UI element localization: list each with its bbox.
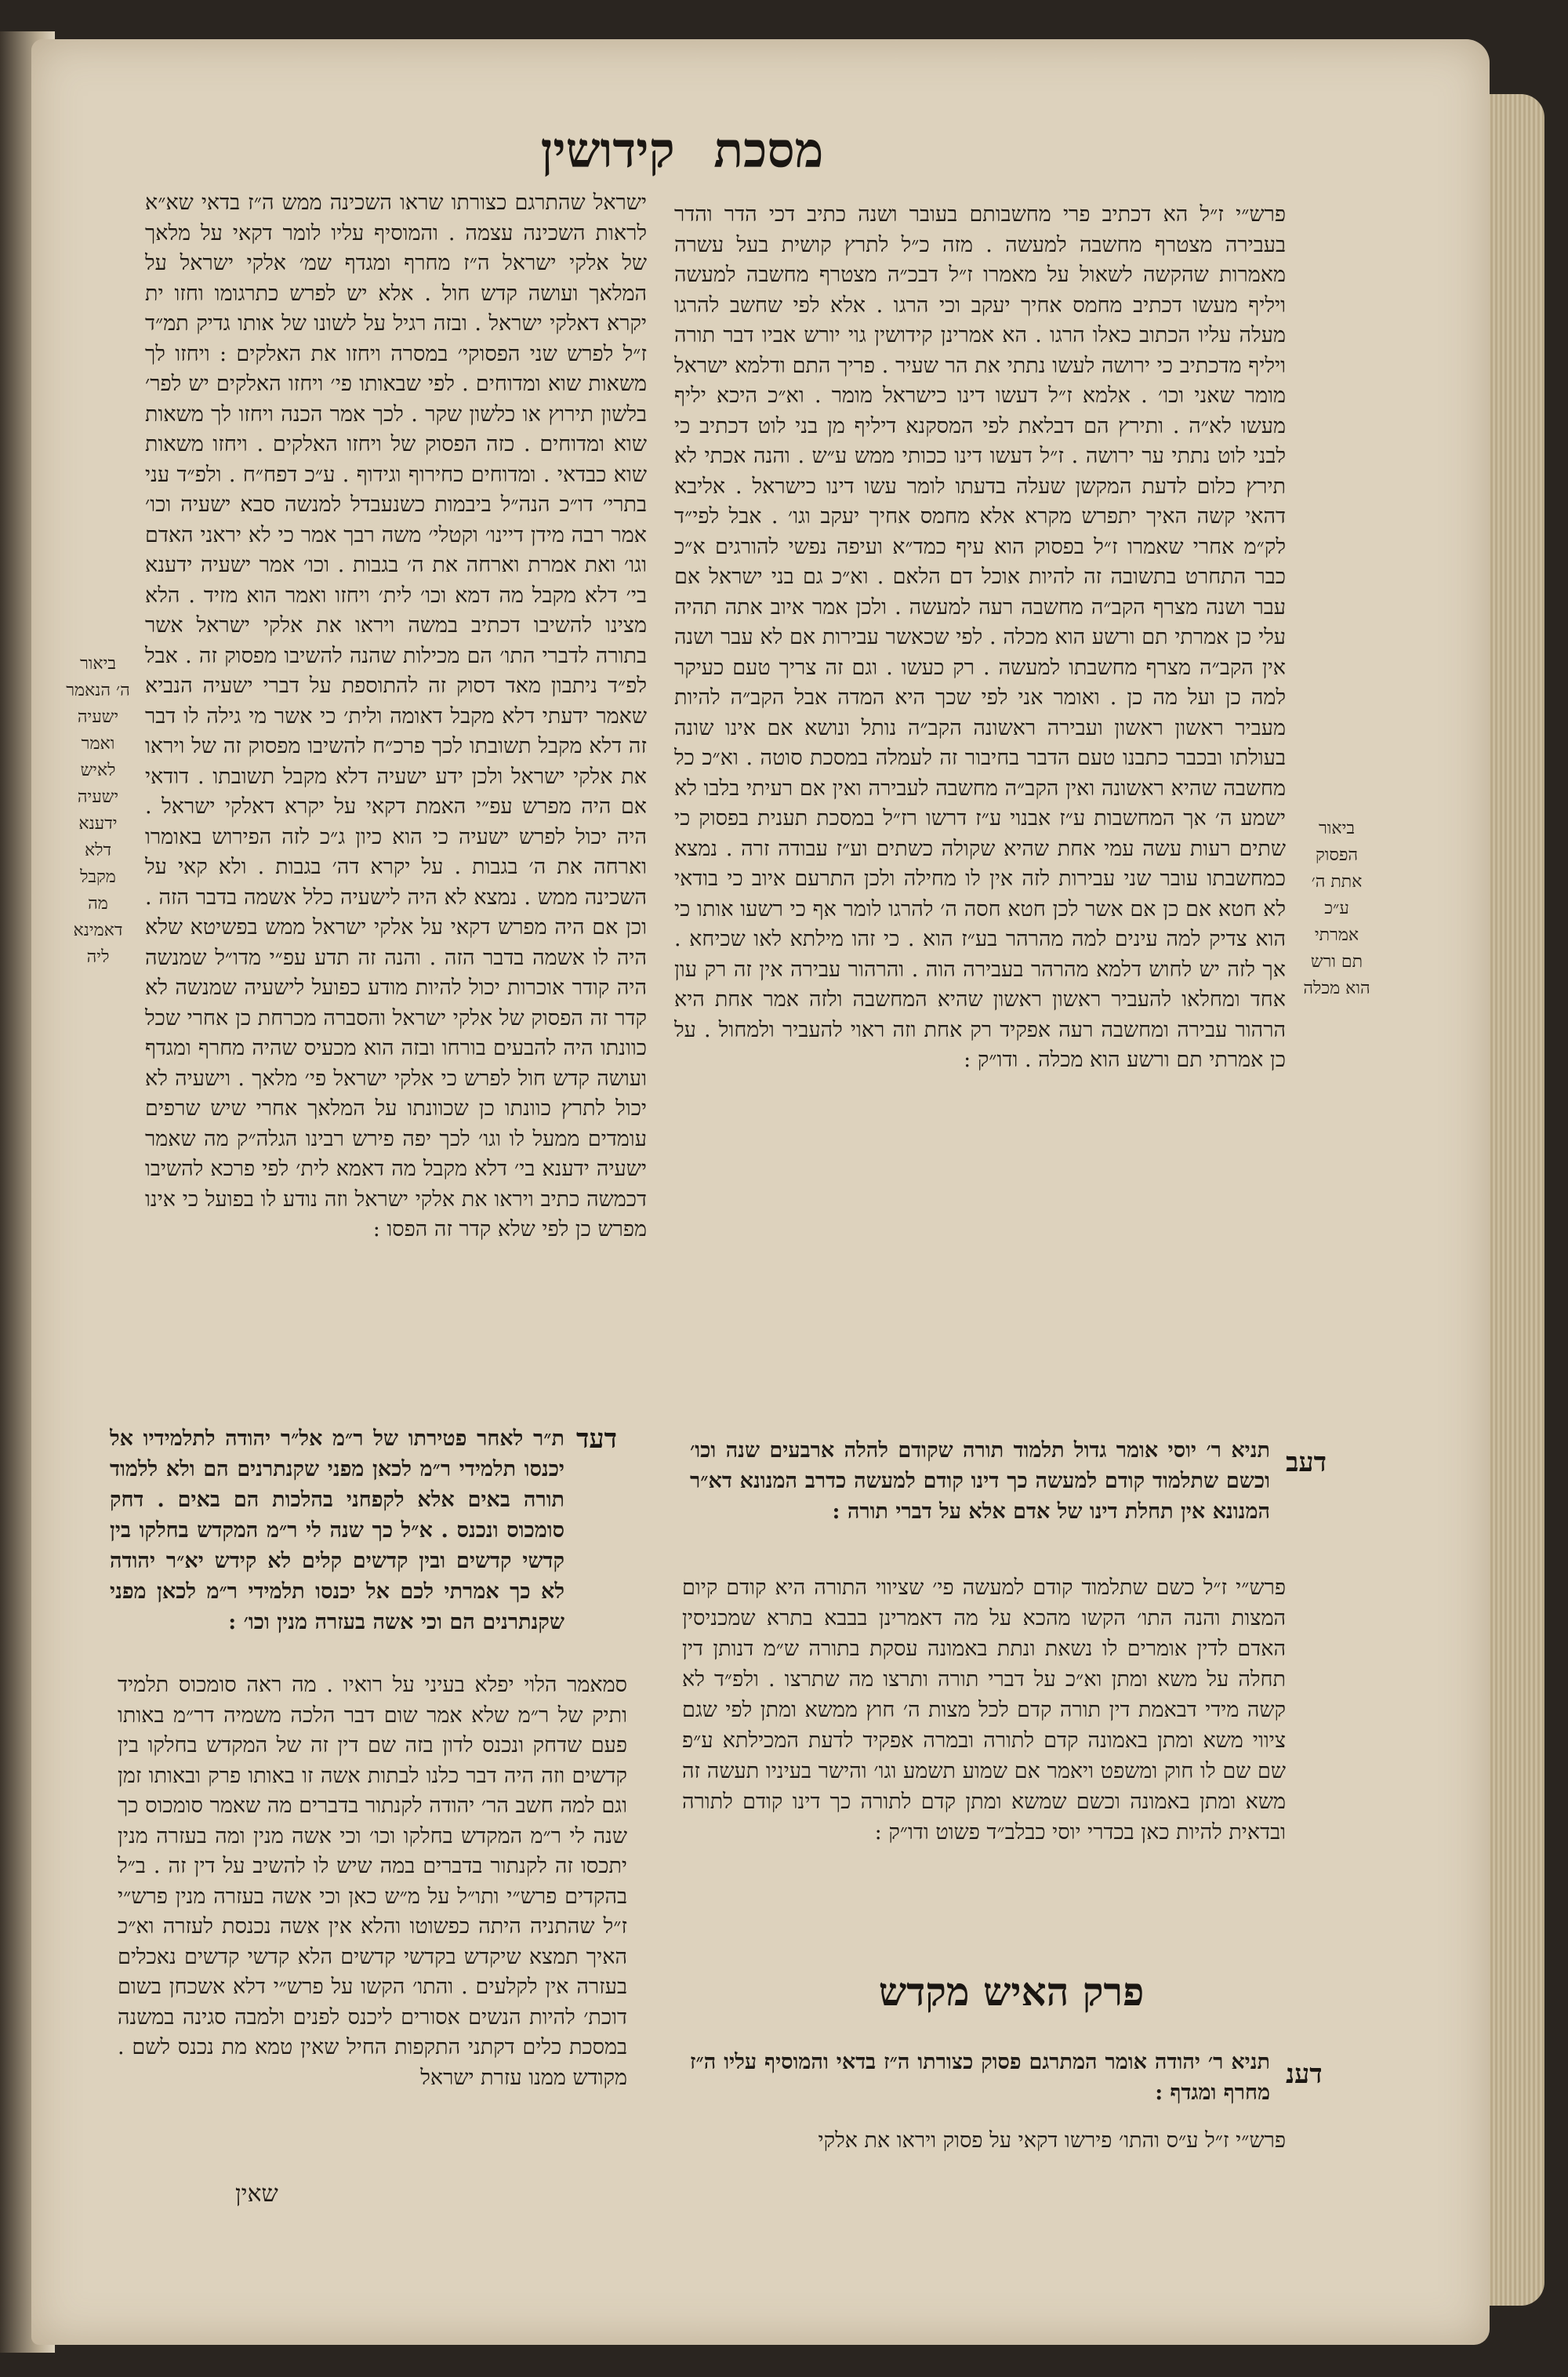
section-marker: דעד xyxy=(576,1423,617,1455)
header-name: קידושין xyxy=(540,122,675,179)
left-lower-column xyxy=(118,1670,627,2176)
side-note-line: דאמינא xyxy=(73,921,123,940)
chapter-title: פרק האיש מקדש xyxy=(878,1968,1145,2015)
right-column xyxy=(674,200,1286,1427)
right-column-text: פרש״י ז״ל הא דכתיב פרי מחשבותם בעובר ושנה כתיב דכי הדר והדר בעבירה מצטרף מחשבה למעשה . מזה כ״ל לתרץ קושית בעל עשרה מאמרות שהקשה לשאול על מאמרו ז״ל דבכ״ה מצטרף מחשבה למעשה ויליף מעשו דכתיב מחמס אחיך יעקב וכי הרגו . אלא לפי שחשב להרגו מעלה עליו הכתוב כאלו הרגו . הא אמרינן קידושין גוי יורש אביו דבר תורה ויליף מדכתיב כי ירושה לעשו נתתי את הר שעיר . פריך התם ודלמא ישראל מומר שאני וכו׳ . אלמא ז״ל דעשו דינו כישראל מומר . וא״כ היכא יליף מעשו לא״ה . ותירץ הם דבלאת לפי המסקנא דיליף מן בני לוט דכתיב כי לבני לוט נתתי ער ירושה . ז״ל דעשו דינו ככותי ממש ע״ש . והנה אכתי לא תירץ כלום לדעת המקשן שעלה בדעתו לומר עשו דינו כישראל . אליבא דהאי קשה האיך יתפרש מקרא אלא מחמס אחיך יעקב וגו׳ . אבל לפי״ד לק״מ אחרי שאמרו ז״ל בפסוק הוא עיף כמד״א ועיפה נפשי להורגים א״כ כבר התחרט בתשובה זה להיות אוכל דם הלאם . וא״כ גם בני ישראל אם עבר ושנה מצרף הקב״ה מחשבה רעה למעשה . ולכן אמר איוב אתה תהיה עלי כן אמרתי תם ורשע הוא מכלה . לפי שכאשר עבירות אם לא עבר ושנה אין הקב״ה מצרף מחשבתו למעשה . רק כעשו . וגם זה צריך טעם כעיקר למה כן ועל מה כן . ואומר אני לפי שכך היא המדה אבל הקב״ה להיות מעביר ראשון ראשון ועבירה ראשונה הקב״ה נותל ונושא אם אינו שונה בעולתו ובכבר כתבנו טעם הדבר בחיבור זה לעמלה במסכת סוטה . וא״כ כל מחשבה שהיא ראשונה ואין הקב״ה מחשבה לעבירה ואין אם רעיתי בלבו לא ישמע ה׳ אך המחשבות ע״ז אבנוי ע״ז דרשו רז״ל במסכת תענית בפסוק כי שתים רעות עשה עמי אחת שהיא שקולה כשתים וע״ז עבודה זרה . נמצא כמחשבתו עובר שני עבירות לזה אין לו מחילה ולכן התרעם איוב כי בודאי לא חטא אם כן אם אשר לכן חטא חסה ה׳ להרגו לומר אף כי רשעו אותו כי הוא צדיק למה עינים למה מהרהר בע״ז הוא . כי זהו מילתא לאו שכיחא . אך לזה יש לחוש דלמא מהרהר בעבירה הוה . והרהור עבירה אין זה רק עון אחד ומחלאו להעביר ראשון ראשון שהיא המחשבה ולזה אמר אחת היא הרהור עבירה ומחשבה רעה אפקיד רק אחת וזה ראוי להעביר ולמחול . על כן אמרתי תם ורשע הוא מכלה . ודו״ק : xyxy=(674,202,1286,1072)
side-note-line: ישעיה xyxy=(77,707,119,727)
commentary-text: פרש״י ז״ל ע״ס והתו׳ פירשו דקאי על פסוק ויראו את אלקי xyxy=(818,2128,1286,2153)
commentary-text: סמאמר הלוי יפלא בעיני על רואיו . מה ראה סומכוס תלמיד ותיק של ר״מ שלא אמר שום דבר הלכה משמיה דר״מ באותו פעם שדחק ונכנס לדון בזה שם דין זה של המקדש בחלקו בין קדשים וזה היה דבר כלנו לבתות אשה זו באותו פרק ובאותו זמן וגם למה חשב הר׳ יהודה לקנתור בדברים מה שאמר סומכוס כך שנה לי ר״מ המקדש בחלקו וכו׳ וכי אשה מנין ומה בעזרה מנין יתכסו זה לקנתור בדברים במה שיש לו להשיב על דין זה . ב״ל בהקדים פרש״י ותו״ל על מ״ש כאן וכי אשה בעזרה מנין פרש״י ז״ל שהתניה היתה כפשוטו והלא אין אשה נכנסת לעזרה וא״כ האיך תמצא שיקדש בקדשי קדשים הלא קדשי קדשים נאכלים בעזרה אין לקלעים . והתו׳ הקשו על פרש״י דלא אשכחן בשום דוכת׳ להיות הנשים אסורים ליכנס לפנים ולמבה סגינה במשנה במסכת כלים דקתני התקפות החיל שאין טמא מת נכנס לשם . מקודש ממנו עזרת ישראל xyxy=(118,1673,627,2090)
side-note-right xyxy=(1290,816,1384,1002)
side-note-line: ליה xyxy=(86,947,110,967)
side-note-line: תם ורש xyxy=(1310,952,1363,972)
side-note-line: ידענא xyxy=(78,814,118,834)
section-marker: דענ xyxy=(1286,2059,1323,2090)
side-note-line: לאיש xyxy=(80,761,116,780)
side-note-line: ואמר xyxy=(81,734,115,754)
catchword: שאין xyxy=(235,2180,278,2208)
side-note-line: ביאור xyxy=(1318,819,1355,838)
side-note-line: מה xyxy=(88,894,108,914)
side-note-line: הוא מכלה xyxy=(1303,979,1370,998)
side-note-line: הפסוק xyxy=(1315,845,1359,865)
baraita-text: תניא ר׳ יהודה אומר המתרגם פסוק כצורתו ה״ז בדאי והמוסיף עליו ה״ז מחרף ומגדף : xyxy=(690,2050,1270,2105)
side-note-line: ישעיה xyxy=(77,787,119,807)
side-note-line: אתת ה׳ xyxy=(1311,872,1363,892)
baraita-text: ת״ר לאחר פטירתו של ר״מ אל״ר יהודה לתלמידיו אל יכנסו תלמידי ר״מ לכאן מפני שקנתרנים הם ולא ללמוד תורה באים אלא לקפחני בהלכות הם באים . דחק סומכוס ונכנס . א״ל כך שנה לי ר״מ המקדש בחלקו בין קדשי קדשים ובין קדשים קלים לא קידש יא״ר יהודה לא כך אמרתי לכם אל יכנסו תלמידי ר״מ לכאן מפני שקנתרנים הם וכי אשה בעזרה מנין וכו׳ : xyxy=(110,1427,564,1634)
side-note-line: ע״כ xyxy=(1324,899,1349,918)
left-column xyxy=(145,188,647,1435)
page-header xyxy=(502,122,862,184)
left-column-text: ישראל שהתרגם כצורתו שראו השכינה ממש ה״ז בדאי שא״א לראות השכינה עצמה . והמוסיף עליו לומר דקאי על מלאך של אלקי ישראל ה״ז מחרף ומגדף שמ׳ אלקי ישראל על המלאך ועושה קדש חול . אלא יש לפרש כתרגומו וחזו ית יקרא דאלקי ישראל . ובזה רגיל על לשונו של אותו גדיק תמ״ד ז״ל לפרש שני הפסוקי׳ במסרה ויחזו את האלקים : ויחזו לך משאות שוא ומדוחים . לפי שבאותו פי׳ ויחזו האלקים יש לפר׳ בלשון תירוץ או כלשון שקר . לכך אמר הכנה ויחזו לך משאות שוא ומדוחים . כזה הפסוק של ויחזו האלקים . ויחזו משאות שוא כבדאי . ומדוחים כחירוף וגידוף . ע״כ דפח״ח . ולפ״ד עני בתרי׳ דו״כ הנה״ל ביבמות כשנעבדל למנשה סבא ישעיה וכו׳ אמר רבה מידן דיינו׳ וקטלי׳ משה רבך אמר כי לא יראני האדם וגו׳ ואת אמרת וארחה את ה׳ בגבות . וכו׳ אמר ישעיה ידענא בי׳ דלא מקבל מה דמא וכו׳ לית׳ ויחזו ואמר הוא מזיד . הלא מצינו להשיבו דכתיב במשה ויראו את אלקי ישראל אשר בתורה לדברי התו׳ הם מכילות שהנה להשיבו מפסוק זה . אבל לפ״ד ניתבון מאד דסוק זה להתוספת על דברי ישעיה הנביא שאמר ידעתי דלא מקבל דאומה ולית׳ כי אשר מי גילה לו דבר זה דלא מקבל תשובתו לכך פרכ״ח להשיבו מפסוק זה של ויראו את אלקי ישראל ולכן ידע ישעיה דלא מקבל תשובתו . דודאי אם היה מפרש עפ״י האמת דקאי על יקרא דאלקי ישראל . היה יכול לפרש ישעיה כי הוא כיון ג״כ לזה הפירוש באומרו וארחה את ה׳ בגבות . על יקרא דה׳ בגבות . ולא קאי על השכינה ממש . נמצא לא היה לישעיה כלל אשמה בדבר הזה . וכן אם היה מפרש דקאי על אלקי ישראל ממש בפשיטא שלא היה לו אשמה בדבר הזה . והנה זה תדע עפ״י מדו״ל שמנשה היה קודר אוכרות יכול להיות מודע כפועל לישעיה שמנשה לא קדר זה הפסוק של אלקי ישראל והסברה מכרחת כן אחרי שכל כוונתו היה להבעים בורחו ובזה הוא מכעיס שהיה מחרף ומגדף ועושה קדש חול לפרש כי אלקי ישראל פי׳ מלאך . וישעיה לא יכול לתרץ כוונתו כן שכוונתו על המלאך אחרי שיש שרפים עומדים ממעל לו וגו׳ לכך יפה פירש רבינו הגלה״ק מה שאמר ישעיה ידענא בי׳ דלא מקבל מה דאמא לית׳ לפי פרכא להשיבו דכמשה כתיב ויראו את אלקי ישראל וזה נודע לו בפועל כי אינו מפרש כן לפי שלא קדר זה הפסו : xyxy=(145,191,647,1241)
side-note-line: דלא xyxy=(84,841,112,860)
side-note-line: מקבל xyxy=(80,867,116,887)
baraita-text: תניא ר׳ יוסי אומר גדול תלמוד תורה שקודם להלה ארבעים שנה וכו׳ וכשם שתלמוד קודם למעשה כך דינו קודם למעשה כדרב המנונא דא״ר המנונא אין תחלת דינו של אדם אלא על דברי תורה : xyxy=(690,1438,1270,1524)
side-note-line: ה׳ הנאמר xyxy=(66,681,130,700)
header-tractate: מסכת xyxy=(713,122,824,179)
side-note-line: ביאור xyxy=(79,654,116,674)
side-note-line: אמרתי xyxy=(1314,925,1359,945)
commentary-text: פרש״י ז״ל כשם שתלמוד קודם למעשה פי׳ שציווי התורה היא קודם קיום המצות והנה התו׳ הקשו מהכא על מה דאמרינן בבבא בתרא שמכניסין האדם לדין אומרים לו נשאת ונתת באמונה עסקת בתורה ש״מ דנותן דין תחלה על משא ומתן וא״כ על דברי תורה ותרצו מה שתרצו . ולפ״ד לא קשה מידי דבאמת דין תורה קדם לכל מצות ה׳ חוץ ממשא ומתן לפי שגם ציווי משא ומתן באמונה קדם לתורה ובמרה אפקיד לדעת המכילתא ע״פ שם שם לו חוק ומשפט ויאמר אם שמוע תשמע וגו׳ והישר בעיניו תעשה זה משא ומתן באמונה וכשם שמשא ומתן קדם לתורה כך דינו קודם לתורה ובדאית להיות כאן בכדרי יוסי כבלב״ד פשוט ודו״ק : xyxy=(682,1576,1286,1845)
side-note-left xyxy=(55,651,141,971)
section-marker: דעב xyxy=(1286,1447,1327,1478)
